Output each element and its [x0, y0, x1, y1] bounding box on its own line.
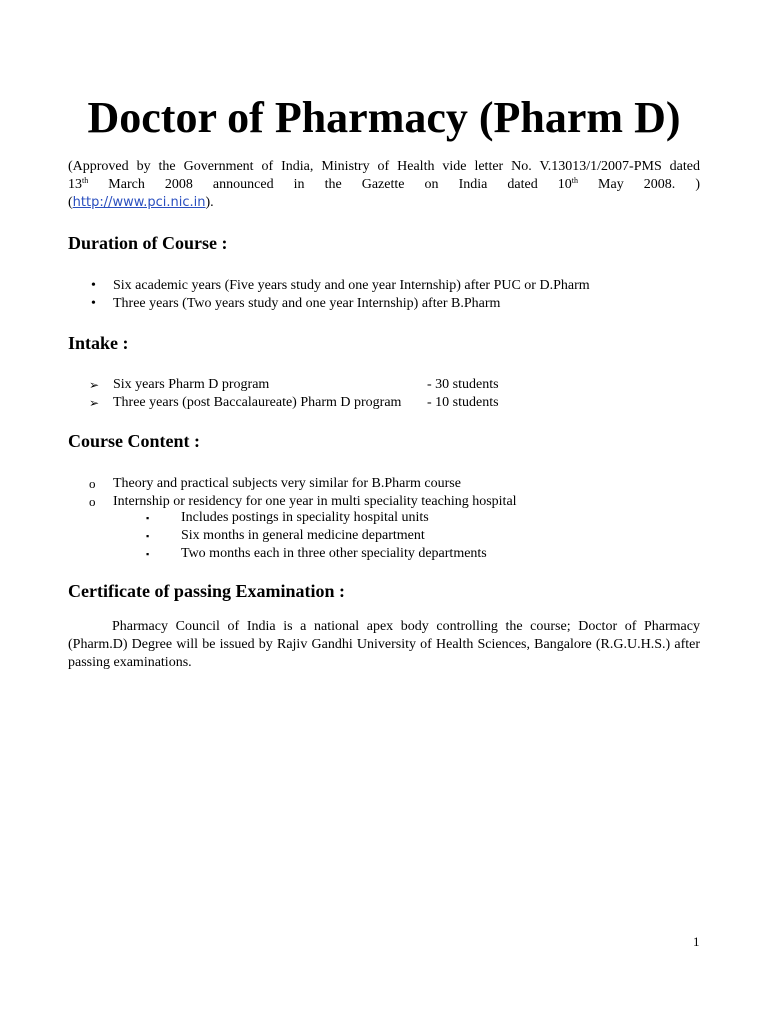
list-item — [146, 545, 487, 563]
approval-text: March 2008 announced in the Gazette on India dated 10 — [88, 177, 572, 192]
approval-line-2 — [68, 176, 700, 194]
ordinal-suffix: th — [571, 176, 578, 185]
approval-text-end: May 2008. ) — [578, 177, 700, 192]
program-name: Six years Pharm D program — [113, 377, 270, 392]
square-bullet-icon: ▪ — [146, 513, 150, 523]
duration-heading: Duration of Course : — [68, 233, 228, 253]
list-item — [91, 295, 590, 313]
list-item — [89, 376, 499, 394]
course-content-list — [89, 475, 517, 511]
student-count: - 10 students — [427, 395, 499, 410]
square-bullet-icon: ▪ — [146, 531, 150, 541]
intake-list — [89, 376, 499, 412]
arrow-bullet-icon: ➢ — [89, 378, 100, 392]
approval-note — [68, 158, 700, 212]
page-title: Doctor of Pharmacy (Pharm D) — [87, 93, 681, 142]
list-item-text: Includes postings in speciality hospital units — [181, 510, 429, 525]
approval-line-3 — [68, 195, 214, 210]
bullet-icon: • — [91, 278, 96, 293]
list-item-text: Six months in general medicine department — [181, 528, 425, 543]
list-item-text: Internship or residency for one year in multi speciality teaching hospital — [113, 494, 517, 509]
student-count: - 30 students — [427, 377, 499, 392]
duration-list — [91, 277, 590, 313]
paren-open: ( — [68, 195, 73, 210]
internship-sub-list — [146, 509, 487, 563]
program-name: Three years (post Baccalaureate) Pharm D program — [113, 395, 402, 410]
arrow-bullet-icon: ➢ — [89, 396, 100, 410]
certificate-heading: Certificate of passing Examination : — [68, 581, 345, 601]
paren-close: ). — [205, 195, 214, 210]
list-item-text: Theory and practical subjects very similar for B.Pharm course — [113, 476, 461, 491]
circle-bullet-icon: o — [89, 476, 96, 491]
list-item — [146, 527, 487, 545]
certificate-paragraph: Pharmacy Council of India is a national apex body controlling the course; Doctor of Pharmacy (Pharm.D) Degree will be issued by Rajiv Gandhi University of Health Sciences, Bangalore (R.G.U.H.S.) after passing examinations. — [68, 619, 700, 670]
course-content-heading: Course Content : — [68, 431, 200, 451]
list-item — [89, 394, 499, 412]
list-item-text: Six academic years (Five years study and one year Internship) after PUC or D.Pharm — [113, 278, 590, 293]
page-number: 1 — [693, 934, 700, 949]
circle-bullet-icon: o — [89, 494, 96, 509]
list-item — [146, 509, 487, 527]
ordinal-suffix: th — [82, 176, 89, 185]
pci-website-link[interactable]: http://www.pci.nic.in — [72, 195, 206, 210]
bullet-icon: • — [91, 296, 96, 311]
square-bullet-icon: ▪ — [146, 549, 150, 559]
approval-day: 13 — [68, 177, 82, 192]
list-item-text: Three years (Two years study and one year Internship) after B.Pharm — [113, 296, 501, 311]
list-item — [91, 277, 590, 295]
list-item-text: Two months each in three other speciality departments — [181, 546, 487, 561]
list-item — [89, 475, 517, 493]
intake-heading: Intake : — [68, 333, 129, 353]
approval-line-1: (Approved by the Government of India, Ministry of Health vide letter No. V.13013/1/2007-PMS dated — [68, 159, 700, 174]
